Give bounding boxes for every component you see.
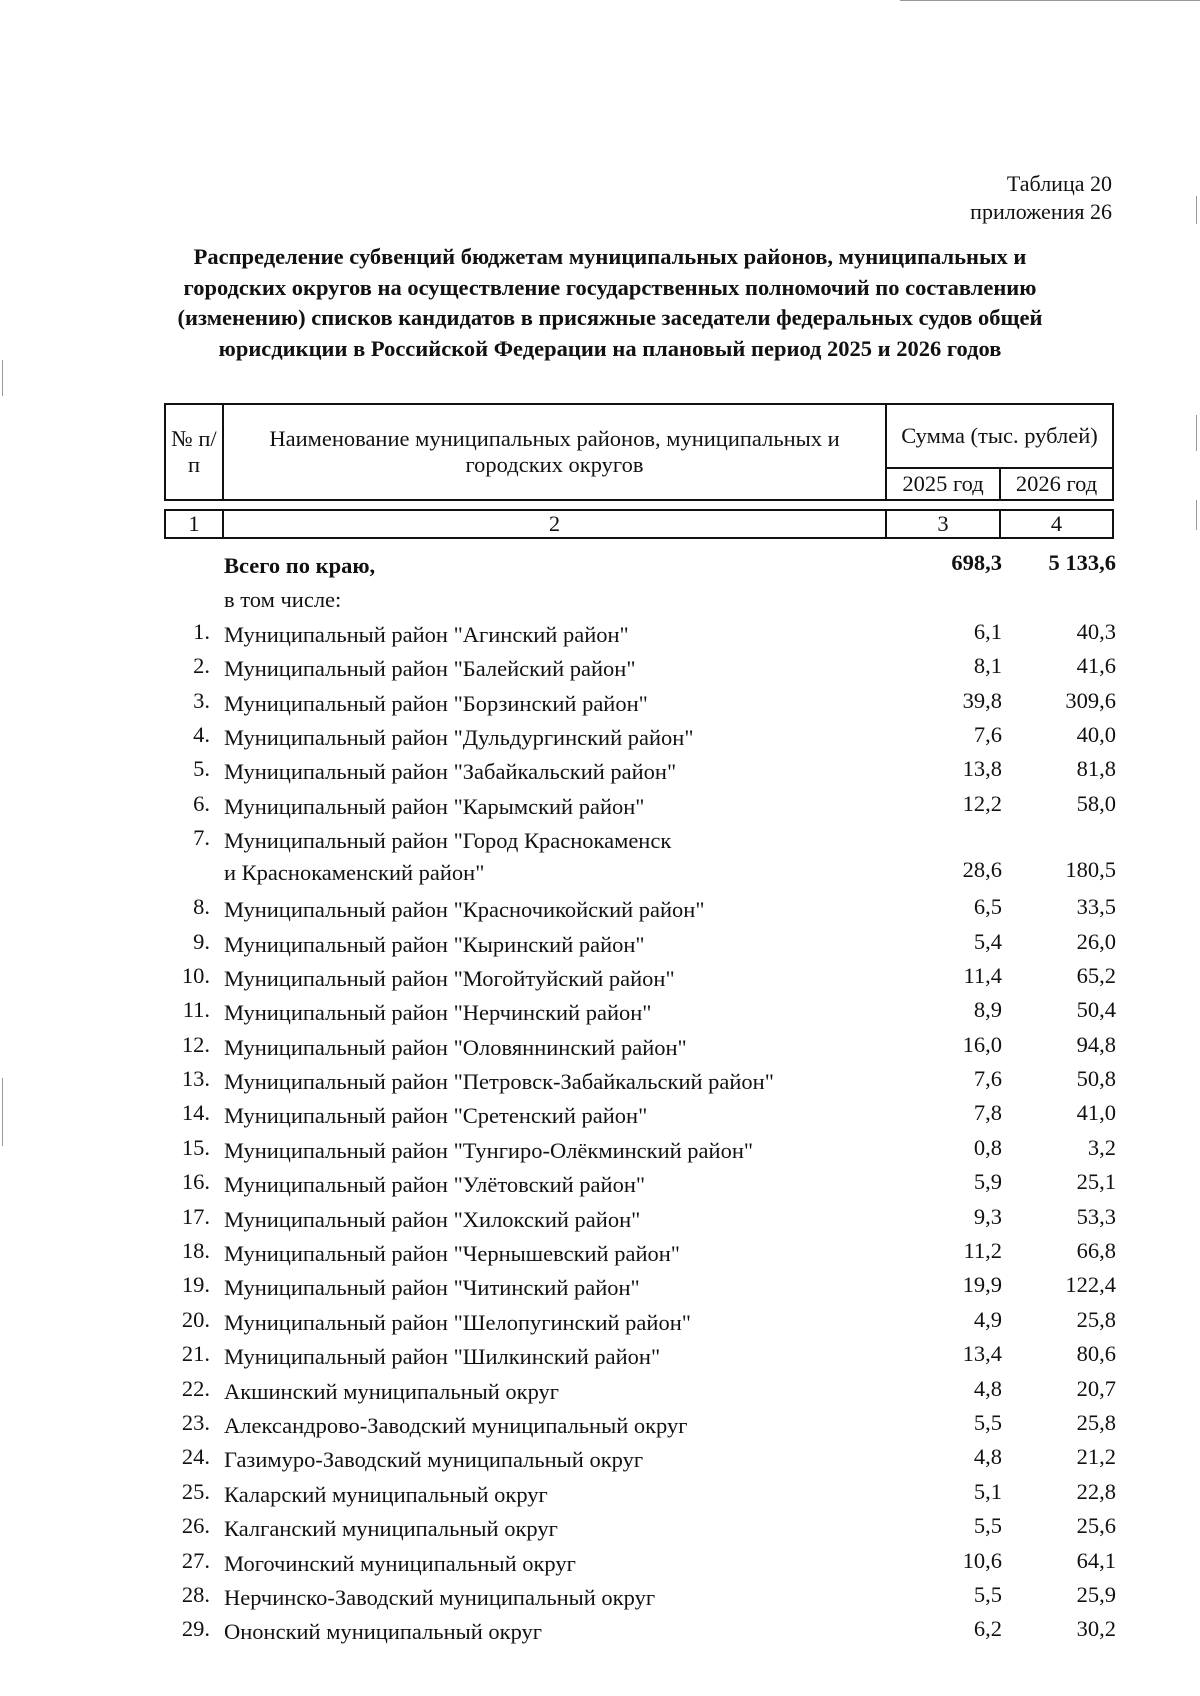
row-name: Муниципальный район "Оловяннинский район" (224, 1034, 687, 1060)
row-name: Муниципальный район "Город Краснокаменск и Краснокаменский район" (224, 828, 672, 886)
row-value-2026: 40,3 (1076, 618, 1116, 644)
row-value-2026: 25,8 (1076, 1409, 1116, 1435)
header-year-2025: 2025 год (886, 468, 1000, 500)
scan-artifact (900, 0, 1200, 1)
row-value-2026: 64,1 (1076, 1547, 1116, 1573)
row-name: Муниципальный район "Забайкальский район" (224, 759, 677, 785)
total-2026: 5 133,6 (1048, 550, 1116, 575)
table-header (164, 403, 1114, 539)
row-name: Муниципальный район "Нерчинский район" (224, 1000, 652, 1026)
row-number: 26. (181, 1513, 210, 1539)
row-number: 6. (193, 790, 210, 816)
row-name: Муниципальный район "Борзинский район" (224, 690, 648, 716)
row-value-2026: 25,9 (1076, 1581, 1116, 1607)
table-row (164, 1133, 1116, 1167)
row-value-2025: 6,5 (973, 894, 1002, 920)
row-number: 17. (181, 1203, 210, 1229)
row-name: Муниципальный район "Красночикойский район" (224, 897, 705, 923)
column-number-1: 1 (165, 510, 223, 538)
row-number: 5. (193, 756, 210, 782)
row-value-2026: 25,6 (1076, 1513, 1116, 1539)
row-number: 23. (181, 1409, 210, 1435)
table-row (164, 1236, 1116, 1270)
row-number: 20. (181, 1306, 210, 1332)
row-value-2025: 39,8 (962, 687, 1002, 713)
including-label: в том числе: (224, 587, 342, 613)
row-value-2026: 122,4 (1065, 1272, 1116, 1298)
row-number: 7. (193, 825, 210, 851)
table-row (164, 651, 1116, 685)
row-name: Ононский муниципальный округ (224, 1619, 543, 1645)
row-value-2026: 41,6 (1076, 653, 1116, 679)
row-value-2025: 9,3 (973, 1203, 1002, 1229)
row-number: 18. (181, 1238, 210, 1264)
row-number: 15. (181, 1134, 210, 1160)
row-value-2025: 6,2 (973, 1616, 1002, 1642)
row-value-2025: 7,6 (973, 721, 1002, 747)
row-value-2026: 21,2 (1076, 1444, 1116, 1470)
row-name: Муниципальный район "Агинский район" (224, 621, 629, 647)
table-row (164, 1477, 1116, 1511)
table-row (164, 754, 1116, 788)
row-value-2026: 33,5 (1076, 894, 1116, 920)
row-value-2026: 180,5 (1065, 857, 1116, 883)
table-row (164, 1374, 1116, 1408)
row-value-2026: 50,8 (1076, 1066, 1116, 1092)
row-value-2025: 16,0 (962, 1031, 1002, 1057)
table-row (164, 617, 1116, 651)
table-row (164, 1305, 1116, 1339)
row-number: 28. (181, 1581, 210, 1607)
header-num: № п/п (165, 404, 223, 500)
row-value-2026: 3,2 (1087, 1134, 1116, 1160)
caption-appendix: приложения 26 (970, 199, 1112, 224)
row-number: 27. (181, 1547, 210, 1573)
table-row (164, 1339, 1116, 1373)
table-row (164, 927, 1116, 961)
column-number-4: 4 (1000, 510, 1113, 538)
row-value-2025: 19,9 (962, 1272, 1002, 1298)
table-row (164, 1202, 1116, 1236)
table-row (164, 961, 1116, 995)
table-row (164, 1270, 1116, 1304)
row-value-2026: 65,2 (1076, 962, 1116, 988)
row-name: Муниципальный район "Хилокский район" (224, 1206, 641, 1232)
row-name: Муниципальный район "Кыринский район" (224, 931, 645, 957)
row-name: Калганский муниципальный округ (224, 1516, 558, 1542)
row-value-2026: 40,0 (1076, 721, 1116, 747)
row-number: 8. (193, 894, 210, 920)
row-value-2026: 26,0 (1076, 928, 1116, 954)
row-value-2026: 53,3 (1076, 1203, 1116, 1229)
row-value-2026: 66,8 (1076, 1238, 1116, 1264)
row-name: Муниципальный район "Петровск-Забайкальский район" (224, 1069, 774, 1095)
row-number: 10. (181, 962, 210, 988)
table-row (164, 995, 1116, 1029)
row-value-2026: 94,8 (1076, 1031, 1116, 1057)
row-number: 4. (193, 721, 210, 747)
total-row (164, 548, 1116, 582)
row-value-2025: 6,1 (973, 618, 1002, 644)
scan-artifact (2, 360, 3, 396)
scan-artifact (1196, 500, 1197, 530)
row-value-2025: 5,1 (973, 1478, 1002, 1504)
table-row (164, 1408, 1116, 1442)
column-number-2: 2 (223, 510, 886, 538)
row-number: 3. (193, 687, 210, 713)
row-value-2025: 11,4 (963, 962, 1002, 988)
table-body (164, 548, 1116, 1649)
row-number: 11. (182, 997, 210, 1023)
row-value-2026: 50,4 (1076, 997, 1116, 1023)
row-value-2025: 7,8 (973, 1100, 1002, 1126)
row-name: Муниципальный район "Шилкинский район" (224, 1344, 661, 1370)
caption-table-number: Таблица 20 (1006, 171, 1112, 196)
row-name: Александрово-Заводский муниципальный округ (224, 1412, 688, 1438)
row-number: 24. (181, 1444, 210, 1470)
row-name: Муниципальный район "Тунгиро-Олёкминский район" (224, 1137, 754, 1163)
table-row (164, 1546, 1116, 1580)
row-value-2025: 5,4 (973, 928, 1002, 954)
row-value-2026: 25,1 (1076, 1169, 1116, 1195)
row-number: 22. (181, 1375, 210, 1401)
row-value-2025: 8,9 (973, 997, 1002, 1023)
table-row (164, 1614, 1116, 1648)
row-value-2025: 0,8 (973, 1134, 1002, 1160)
row-value-2025: 5,5 (973, 1513, 1002, 1539)
scan-artifact (1196, 415, 1197, 451)
row-value-2026: 30,2 (1076, 1616, 1116, 1642)
row-value-2025: 13,4 (962, 1341, 1002, 1367)
row-value-2025: 12,2 (962, 790, 1002, 816)
row-name: Муниципальный район "Балейский район" (224, 656, 636, 682)
row-value-2026: 309,6 (1065, 687, 1116, 713)
row-number: 16. (181, 1169, 210, 1195)
row-value-2026: 80,6 (1076, 1341, 1116, 1367)
row-number: 29. (181, 1616, 210, 1642)
row-name: Муниципальный район "Улётовский район" (224, 1172, 646, 1198)
row-name: Муниципальный район "Карымский район" (224, 793, 645, 819)
row-name: Муниципальный район "Дульдургинский район" (224, 724, 694, 750)
table-row (164, 1030, 1116, 1064)
row-name: Муниципальный район "Могойтуйский район" (224, 965, 675, 991)
row-number: 21. (181, 1341, 210, 1367)
header-year-2026: 2026 год (1000, 468, 1113, 500)
scan-artifact (2, 1078, 3, 1146)
table-row (164, 823, 1116, 892)
row-value-2025: 13,8 (962, 756, 1002, 782)
table-row (164, 720, 1116, 754)
table-caption (970, 170, 1112, 226)
row-value-2026: 41,0 (1076, 1100, 1116, 1126)
row-value-2025: 28,6 (962, 857, 1002, 883)
row-number: 1. (193, 618, 210, 644)
row-name: Муниципальный район "Шелопугинский район" (224, 1309, 691, 1335)
row-value-2025: 11,2 (963, 1238, 1002, 1264)
table-row (164, 686, 1116, 720)
row-value-2025: 10,6 (962, 1547, 1002, 1573)
scan-artifact (1196, 196, 1197, 224)
row-value-2026: 22,8 (1076, 1478, 1116, 1504)
row-number: 14. (181, 1100, 210, 1126)
column-number-3: 3 (886, 510, 1000, 538)
including-row (164, 582, 1112, 616)
row-value-2025: 4,9 (973, 1306, 1002, 1332)
row-value-2026: 25,8 (1076, 1306, 1116, 1332)
row-number: 9. (193, 928, 210, 954)
row-name: Газимуро-Заводский муниципальный округ (224, 1447, 644, 1473)
row-value-2025: 4,8 (973, 1375, 1002, 1401)
total-2025: 698,3 (951, 550, 1002, 575)
table-row (164, 1442, 1116, 1476)
row-number: 13. (181, 1066, 210, 1092)
row-value-2026: 58,0 (1076, 790, 1116, 816)
row-number: 2. (193, 653, 210, 679)
row-name: Нерчинско-Заводский муниципальный округ (224, 1584, 656, 1610)
table-row (164, 1511, 1116, 1545)
row-name: Каларский муниципальный округ (224, 1481, 548, 1507)
table-row (164, 789, 1116, 823)
row-value-2026: 81,8 (1076, 756, 1116, 782)
table-row (164, 1580, 1116, 1614)
row-value-2025: 5,5 (973, 1581, 1002, 1607)
row-name: Муниципальный район "Сретенский район" (224, 1103, 648, 1129)
row-value-2025: 5,9 (973, 1169, 1002, 1195)
header-name: Наименование муниципальных районов, муниципальных и городских округов (223, 404, 886, 500)
table-row (164, 1064, 1116, 1098)
row-value-2025: 5,5 (973, 1409, 1002, 1435)
row-value-2026: 20,7 (1076, 1375, 1116, 1401)
row-name: Муниципальный район "Читинский район" (224, 1275, 640, 1301)
row-value-2025: 7,6 (973, 1066, 1002, 1092)
row-number: 25. (181, 1478, 210, 1504)
table-row (164, 892, 1116, 926)
row-value-2025: 8,1 (973, 653, 1002, 679)
total-label: Всего по краю, (224, 553, 376, 578)
municipality-list (164, 617, 1116, 1649)
row-number: 12. (181, 1031, 210, 1057)
row-name: Могочинский муниципальный округ (224, 1550, 576, 1576)
row-value-2025: 4,8 (973, 1444, 1002, 1470)
table-row (164, 1167, 1116, 1201)
row-number: 19. (181, 1272, 210, 1298)
table-row (164, 1098, 1116, 1132)
row-name: Муниципальный район "Чернышевский район" (224, 1241, 680, 1267)
row-name: Акшинский муниципальный округ (224, 1378, 560, 1404)
document-title: Распределение субвенций бюджетам муниципальных районов, муниципальных и городских округов на осуществление государственных полномочий по составлению (изменению) списков кандидатов в присяжные заседатели федеральных судов общей юрисдикции в Российской Федерации на плановый период 2025 и 2026 годов (177, 244, 1043, 361)
header-sum: Сумма (тыс. рублей) (886, 404, 1113, 468)
